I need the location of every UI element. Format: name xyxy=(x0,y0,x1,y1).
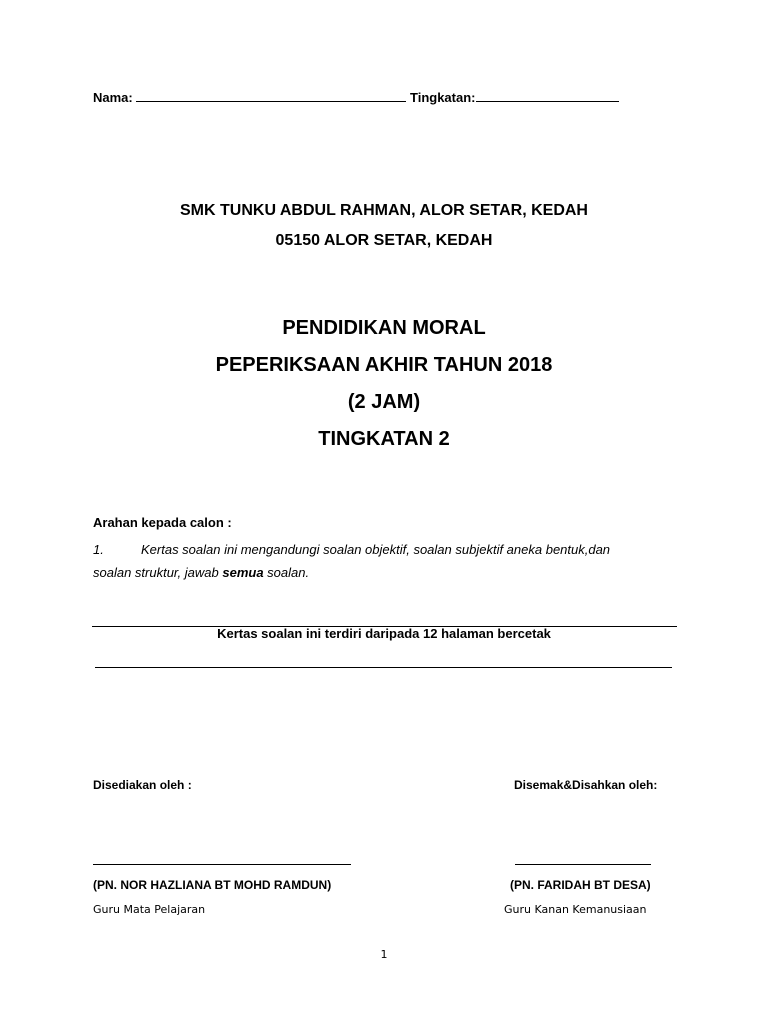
prepared-signature-line xyxy=(93,864,351,865)
class-blank[interactable] xyxy=(476,87,619,102)
name-label: Nama: xyxy=(93,90,133,105)
prepared-name: (PN. NOR HAZLIANA BT MOHD RAMDUN) xyxy=(93,878,332,892)
instruction-number: 1. xyxy=(93,542,104,557)
subject-title: PENDIDIKAN MORAL xyxy=(282,317,486,339)
name-blank[interactable] xyxy=(136,87,406,102)
verified-name: (PN. FARIDAH BT DESA) xyxy=(510,878,651,892)
instruction-text-end: soalan. xyxy=(263,565,310,580)
school-name: SMK TUNKU ABDUL RAHMAN, ALOR SETAR, KEDAH xyxy=(180,202,588,219)
class-label: Tingkatan: xyxy=(410,90,476,105)
instructions-heading: Arahan kepada calon : xyxy=(93,515,232,530)
verified-by-label: Disemak&Disahkan oleh: xyxy=(514,778,658,792)
instruction-line-1: Kertas soalan ini mengandungi soalan objektif, soalan subjektif aneka bentuk,dan xyxy=(141,542,611,557)
instruction-emphasis: semua xyxy=(222,565,264,580)
verified-signature-line xyxy=(515,864,651,865)
prepared-role: Guru Mata Pelajaran xyxy=(93,903,206,916)
divider-bottom xyxy=(95,667,672,668)
exam-title: PEPERIKSAAN AKHIR TAHUN 2018 xyxy=(215,354,553,376)
exam-duration: (2 JAM) xyxy=(347,391,421,413)
page-number: 1 xyxy=(380,948,388,961)
instruction-text: soalan struktur, jawab xyxy=(93,565,223,580)
page-count-note: Kertas soalan ini terdiri daripada 12 halaman bercetak xyxy=(217,626,551,641)
prepared-by-label: Disediakan oleh : xyxy=(93,778,192,792)
instruction-line-2 xyxy=(93,565,309,580)
verified-role: Guru Kanan Kemanusiaan xyxy=(504,903,647,916)
student-info-line xyxy=(93,87,619,105)
form-level: TINGKATAN 2 xyxy=(318,428,450,450)
school-address: 05150 ALOR SETAR, KEDAH xyxy=(275,232,493,249)
